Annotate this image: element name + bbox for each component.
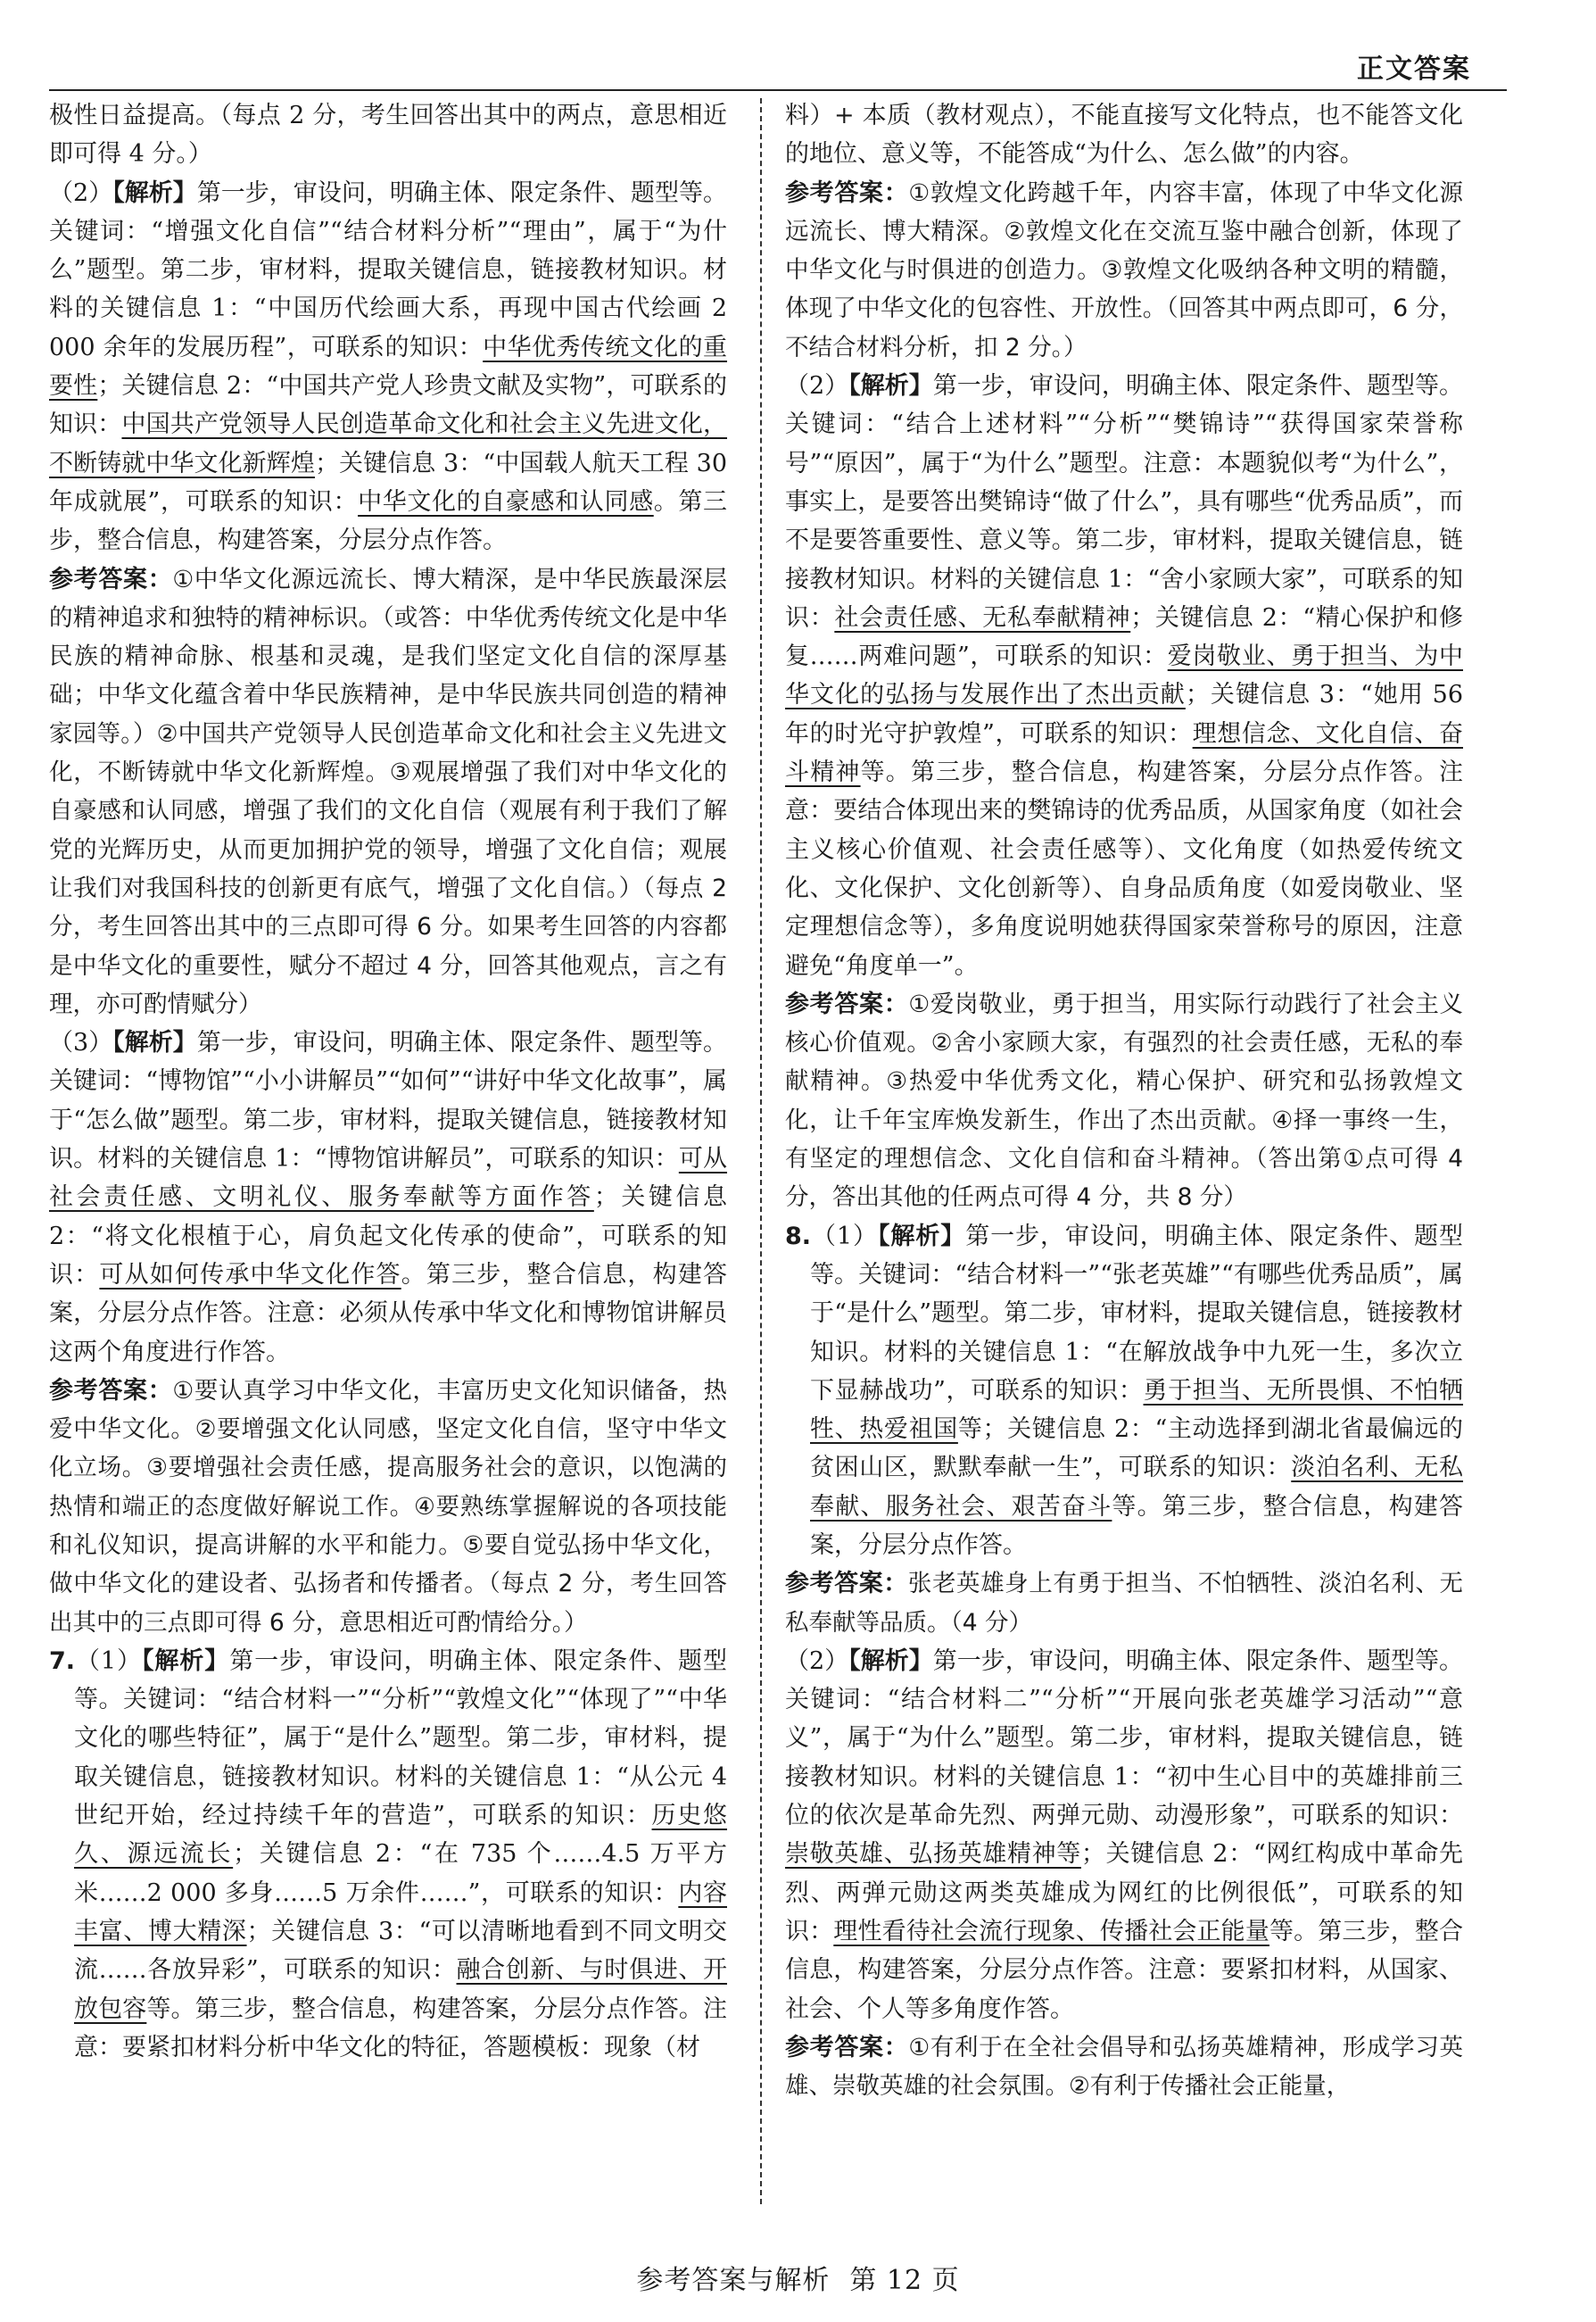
answer-label: 参考答案： <box>785 178 909 207</box>
q8-part1-answer: 参考答案：张老英雄身上有勇于担当、不怕牺牲、淡泊名利、无私奉献等品质。（4 分） <box>785 1570 1464 1637</box>
q6-part3-answer: 参考答案：①要认真学习中华文化，丰富历史文化知识储备，热爱中华文化。②要增强文化认同感，坚定文化自信，坚守中华文化立场。③要增强社会责任感，提高服务社会的意识，以饱满的热情和端正的态度做好解说工作。④要熟练掌握解说的各项技能和礼仪知识，提高讲解的水平和能力。⑤要自觉弘扬中华文化，做中华文化的建设者、弘扬者和传播者。（每点 2 分，考生回答出其中的三点即可得 6 分，意思相近可酌情给分。） <box>49 1376 728 1637</box>
analysis-tag: 【解析】 <box>141 1646 230 1675</box>
q6-part2-analysis: （2）【解析】第一步，审设问，明确主体、限定条件、题型等。关键词：“增强文化自信”“结合材料分析”“理由”，属于“为什么”题型。第二步，审材料，提取关键信息，链接教材知识。材料的关键信息 1：“中国历代绘画大系，再现中国古代绘画 2 000 余年的发展历程”，可联系的知识：中华优秀传统文化的重要性；关键信息 2：“中国共产党人珍贵文献及实物”，可联系的知识：中国共产党领导人民创造革命文化和社会主义先进文化，不断铸就中华文化新辉煌；关键信息 3：“中国载人航天工程 30 年成就展”，可联系的知识：中华文化的自豪感和认同感。第三步，整合信息，构建答案，分层分点作答。 <box>49 178 728 555</box>
analysis-tag: 【解析】 <box>112 178 197 207</box>
answer-label: 参考答案： <box>785 990 909 1018</box>
answer-label: 参考答案： <box>49 1376 173 1405</box>
part-number: （2） <box>49 178 113 207</box>
right-column <box>785 96 1463 2105</box>
knowledge-underline: 历史悠久、源远流长 <box>74 1802 728 1869</box>
q6-part2-answer: 参考答案：①中华文化源远流长、博大精深，是中华民族最深层的精神追求和独特的精神标识。（或答：中华优秀传统文化是中华民族的精神命脉、根基和灵魂，是我们坚定文化自信的深厚基础；中华文化蕴含着中华民族精神，是中华民族共同创造的精神家园等。）②中国共产党领导人民创造革命文化和社会主义先进文化，不断铸就中华文化新辉煌。③观展增强了我们对中华文化的自豪感和认同感，增强了我们的文化自信（观展有利于我们了解党的光辉历史，从而更加拥护党的领导，增强了文化自信；观展让我们对我国科技的创新更有底气，增强了文化自信。）（每点 2 分，考生回答出其中的三点即可得 6 分。如果考生回答的内容都是中华文化的重要性，赋分不超过 4 分，回答其他观点，言之有理，亦可酌情赋分） <box>49 565 728 1018</box>
header-rule <box>49 89 1507 91</box>
knowledge-underline: 中国共产党领导人民创造革命文化和社会主义先进文化，不断铸就中华文化新辉煌 <box>49 410 728 477</box>
answer-label: 参考答案： <box>785 1570 908 1598</box>
q7-part2-answer: 参考答案：①爱岗敬业，勇于担当，用实际行动践行了社会主义核心价值观。②舍小家顾大家，有强烈的社会责任感，无私的奉献精神。③热爱中华优秀文化，精心保护、研究和弘扬敦煌文化，让千年宝库焕发新生，作出了杰出贡献。④择一事终一生，有坚定的理想信念、文化自信和奋斗精神。（答出第①点可得 4 分，答出其他的任两点可得 4 分，共 8 分） <box>785 990 1464 1212</box>
part-number: （1） <box>75 1646 142 1675</box>
page-number: 第 12 页 <box>849 2265 960 2296</box>
q8-part1-analysis: 8.（1）【解析】第一步，审设问，明确主体、限定条件、题型等。关键词：“结合材料一”“张老英雄”“有哪些优秀品质”，属于“是什么”题型。第二步，审材料，提取关键信息，链接教材知识。材料的关键信息 1：“在解放战争中九死一生，多次立下显赫战功”，可联系的知识：勇于担当、无所畏惧、不怕牺牲、热爱祖国等；关键信息 2：“主动选择到湖北省最偏远的贫困山区，默默奉献一生”，可联系的知识：淡泊名利、无私奉献、服务社会、艰苦奋斗等。第三步，整合信息，构建答案，分层分点作答。 <box>785 1222 1464 1559</box>
knowledge-underline: 爱岗敬业、勇于担当、为中华文化的弘扬与发展作出了杰出贡献 <box>785 643 1463 709</box>
knowledge-underline: 中华优秀传统文化的重要性 <box>49 333 728 401</box>
footer-title: 参考答案与解析 <box>636 2265 831 2296</box>
part-number: （2） <box>785 1646 849 1675</box>
continued-paragraph: 料）+ 本质（教材观点），不能直接写文化特点，也不能答文化的地位、意义等，不能答成“为什么、怎么做”的内容。 <box>785 102 1463 169</box>
section-label: 正文答案 <box>1357 54 1471 85</box>
knowledge-underline: 社会责任感、无私奉献精神 <box>834 603 1131 632</box>
left-column <box>49 96 727 2067</box>
q6-part3-analysis: （3）【解析】第一步，审设问，明确主体、限定条件、题型等。关键词：“博物馆”“小小讲解员”“如何”“讲好中华文化故事”，属于“怎么做”题型。第二步，审材料，提取关键信息，链接教材知识。材料的关键信息 1：“博物馆讲解员”，可联系的知识：可从社会责任感、文明礼仪、服务奉献等方面作答；关键信息 2：“将文化根植于心，肩负起文化传承的使命”，可联系的知识：可从如何传承中华文化作答。第三步，整合信息，构建答案，分层分点作答。注意：必须从传承中华文化和博物馆讲解员这两个角度进行作答。 <box>49 1029 728 1366</box>
analysis-tag: 【解析】 <box>848 372 933 401</box>
part-number: （2） <box>785 372 849 401</box>
q8-part2-answer: 参考答案：①有利于在全社会倡导和弘扬英雄精神，形成学习英雄、崇敬英雄的社会氛围。②有利于传播社会正能量， <box>785 2033 1464 2101</box>
q8-part2-analysis: （2）【解析】第一步，审设问，明确主体、限定条件、题型等。关键词：“结合材料二”“分析”“开展向张老英雄学习活动”“意义”，属于“为什么”题型。第二步，审材料，提取关键信息，链接教材知识。材料的关键信息 1：“初中生心目中的英雄排前三位的依次是革命先烈、两弹元勋、动漫形象”，可联系的知识：崇敬英雄、弘扬英雄精神等；关键信息 2：“网红构成中革命先烈、两弹元勋这两类英雄成为网红的比例很低”，可联系的知识：理性看待社会流行现象、传播社会正能量等。第三步，整合信息，构建答案，分层分点作答。注意：要紧扣材料，从国家、社会、个人等多角度作答。 <box>785 1646 1464 2023</box>
analysis-tag: 【解析】 <box>877 1222 966 1250</box>
knowledge-underline: 理性看待社会流行现象、传播社会正能量 <box>833 1917 1269 1945</box>
knowledge-underline: 淡泊名利、无私奉献、服务社会、艰苦奋斗 <box>810 1454 1464 1521</box>
q7-part1-analysis: 7.（1）【解析】第一步，审设问，明确主体、限定条件、题型等。关键词：“结合材料一”“分析”“敦煌文化”“体现了”“中华文化的哪些特征”，属于“是什么”题型。第二步，审材料，提取关键信息，链接教材知识。材料的关键信息 1：“从公元 4 世纪开始，经过持续千年的营造”，可联系的知识：历史悠久、源远流长；关键信息 2：“在 735 个……4.5 万平方米……2 000 多身……5 万余件……”，可联系的知识：内容丰富、博大精深；关键信息 3：“可以清晰地看到不同文明交流……各放异彩”，可联系的知识：融合创新、与时俱进、开放包容等。第三步，整合信息，构建答案，分层分点作答。注意：要紧扣材料分析中华文化的特征，答题模板：现象（材 <box>49 1646 728 2061</box>
part-number: （1） <box>811 1222 878 1250</box>
continued-paragraph: 极性日益提高。（每点 2 分，考生回答出其中的两点，意思相近即可得 4 分。） <box>49 102 727 169</box>
analysis-tag: 【解析】 <box>848 1646 933 1675</box>
answer-label: 参考答案： <box>785 2033 909 2061</box>
knowledge-underline: 融合创新、与时俱进、开放包容 <box>74 1956 727 2023</box>
q7-part2-analysis: （2）【解析】第一步，审设问，明确主体、限定条件、题型等。关键词：“结合上述材料”“分析”“樊锦诗”“获得国家荣誉称号”“原因”，属于“为什么”题型。注意：本题貌似考“为什么”，事实上，是要答出樊锦诗“做了什么”，具有哪些“优秀品质”，而不是要答重要性、意义等。第二步，审材料，提取关键信息，链接教材知识。材料的关键信息 1：“舍小家顾大家”，可联系的知识：社会责任感、无私奉献精神；关键信息 2：“精心保护和修复……两难问题”，可联系的知识：爱岗敬业、勇于担当、为中华文化的弘扬与发展作出了杰出贡献；关键信息 3：“她用 56 年的时光守护敦煌”，可联系的知识：理想信念、文化自信、奋斗精神等。第三步，整合信息，构建答案，分层分点作答。注意：要结合体现出来的樊锦诗的优秀品质，从国家角度（如社会主义核心价值观、社会责任感等）、文化角度（如热爱传统文化、文化保护、文化创新等）、自身品质角度（如爱岗敬业、坚定理想信念等），多角度说明她获得国家荣誉称号的原因，注意避免“角度单一”。 <box>785 372 1464 980</box>
knowledge-underline: 崇敬英雄、弘扬英雄精神等 <box>785 1840 1081 1869</box>
knowledge-underline: 理想信念、文化自信、奋斗精神 <box>785 719 1463 787</box>
page-footer <box>0 2258 1596 2297</box>
part-number: （3） <box>49 1029 113 1057</box>
knowledge-underline: 中华文化的自豪感和认同感 <box>358 487 654 516</box>
knowledge-underline: 勇于担当、无所畏惧、不怕牺牲、热爱祖国 <box>810 1376 1464 1444</box>
column-divider <box>760 98 762 2204</box>
knowledge-underline: 内容丰富、博大精深 <box>74 1878 727 1945</box>
q7-part1-answer: 参考答案：①敦煌文化跨越千年，内容丰富，体现了中华文化源远流长、博大精深。②敦煌文化在交流互鉴中融合创新，体现了中华文化与时俱进的创造力。③敦煌文化吸纳各种文明的精髓，体现了中华文化的包容性、开放性。（回答其中两点即可，6 分，不结合材料分析，扣 2 分。） <box>785 178 1464 361</box>
answer-label: 参考答案： <box>49 565 173 593</box>
knowledge-underline: 可从如何传承中华文化作答 <box>99 1260 401 1289</box>
question-number: 7. <box>49 1646 76 1675</box>
knowledge-underline: 可从社会责任感、文明礼仪、服务奉献等方面作答 <box>49 1145 728 1212</box>
question-number: 8. <box>785 1222 812 1250</box>
analysis-tag: 【解析】 <box>112 1029 197 1057</box>
